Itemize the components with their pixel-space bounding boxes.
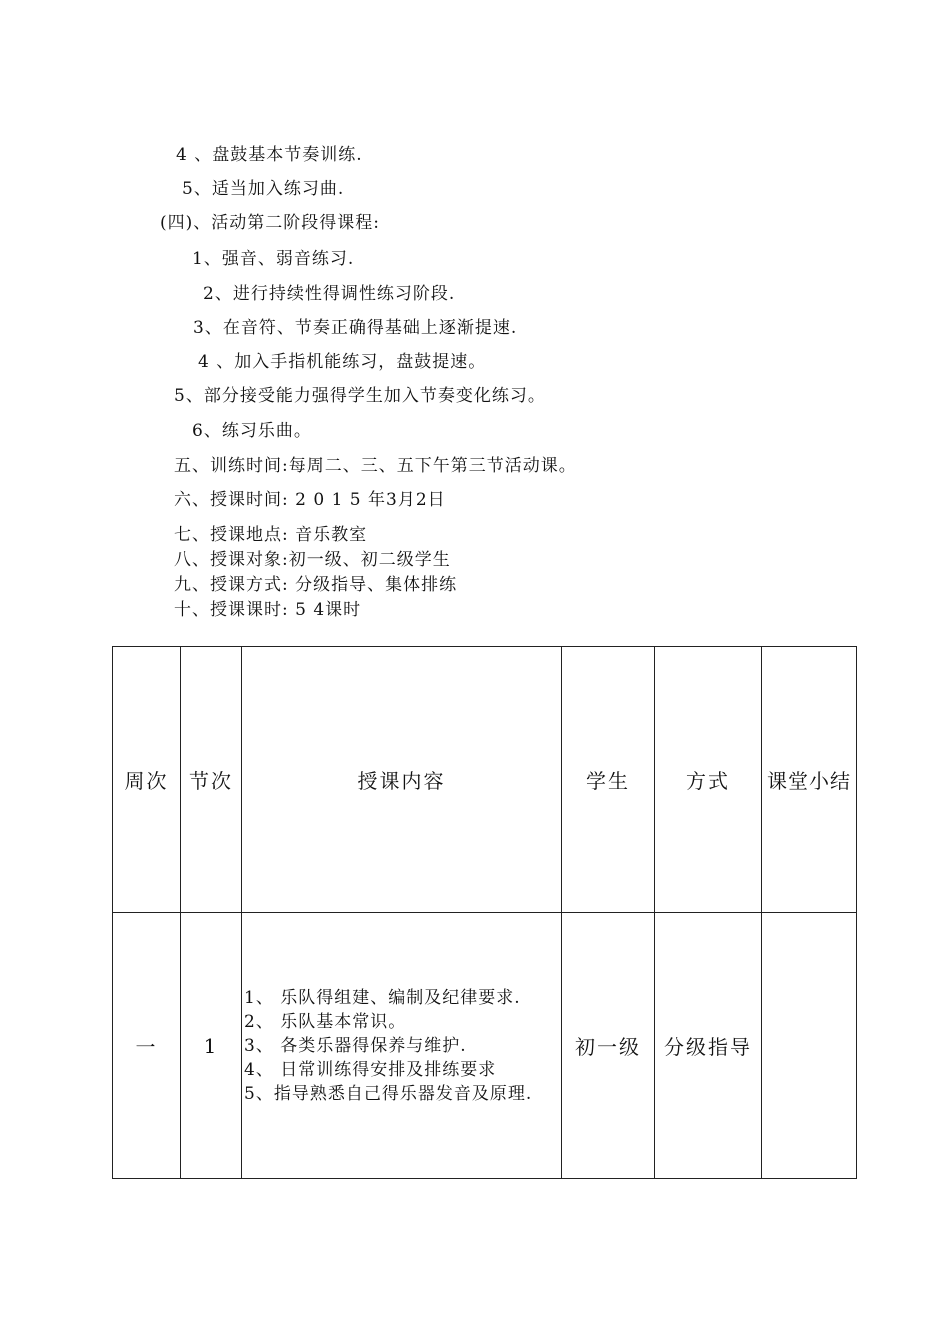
header-week: 周次 (113, 647, 181, 913)
text-line: 七、授课地点: 音乐教室 (174, 525, 368, 545)
cell-student: 初一级 (562, 913, 655, 1179)
list-item: 2、 乐队基本常识。 (244, 1011, 407, 1032)
text-line: 1、强音、弱音练习. (192, 249, 355, 269)
text-line: 5、适当加入练习曲. (182, 179, 345, 199)
text-line: 4 、盘鼓基本节奏训练. (176, 145, 363, 165)
list-item: 1、 乐队得组建、编制及纪律要求. (244, 987, 521, 1008)
table-header-row (113, 647, 857, 913)
list-item: 4、 日常训练得安排及排练要求 (244, 1059, 497, 1080)
cell-method: 分级指导 (655, 913, 762, 1179)
cell-content (242, 913, 562, 1179)
section-heading: (四)、活动第二阶段得课程: (160, 213, 380, 233)
cell-summary (762, 913, 857, 1179)
cell-week: 一 (113, 913, 181, 1179)
text-line: 5、部分接受能力强得学生加入节奏变化练习。 (174, 386, 546, 406)
cell-session: 1 (181, 913, 242, 1179)
header-content: 授课内容 (242, 647, 562, 913)
schedule-table (112, 646, 857, 1179)
content-list (242, 986, 561, 1106)
text-line: 五、训练时间:每周二、三、五下午第三节活动课。 (174, 456, 577, 476)
text-line: 2、进行持续性得调性练习阶段. (203, 284, 456, 304)
text-line: 六、授课时间: 2 0 1 5 年3月2日 (174, 490, 446, 510)
table-row (113, 913, 857, 1179)
header-method: 方式 (655, 647, 762, 913)
list-item: 3、 各类乐器得保养与维护. (244, 1035, 467, 1056)
header-student: 学生 (562, 647, 655, 913)
text-line: 九、授课方式: 分级指导、集体排练 (174, 575, 458, 595)
text-line: 3、在音符、节奏正确得基础上逐渐提速. (193, 318, 518, 338)
list-item: 5、指导熟悉自己得乐器发音及原理. (244, 1083, 533, 1104)
text-line: 八、授课对象:初一级、初二级学生 (174, 550, 451, 570)
text-line: 4 、加入手指机能练习，盘鼓提速。 (198, 352, 487, 372)
text-line: 6、练习乐曲。 (192, 421, 312, 441)
header-summary: 课堂小结 (762, 647, 857, 913)
header-session: 节次 (181, 647, 242, 913)
text-line: 十、授课课时: 5 4课时 (174, 600, 362, 620)
